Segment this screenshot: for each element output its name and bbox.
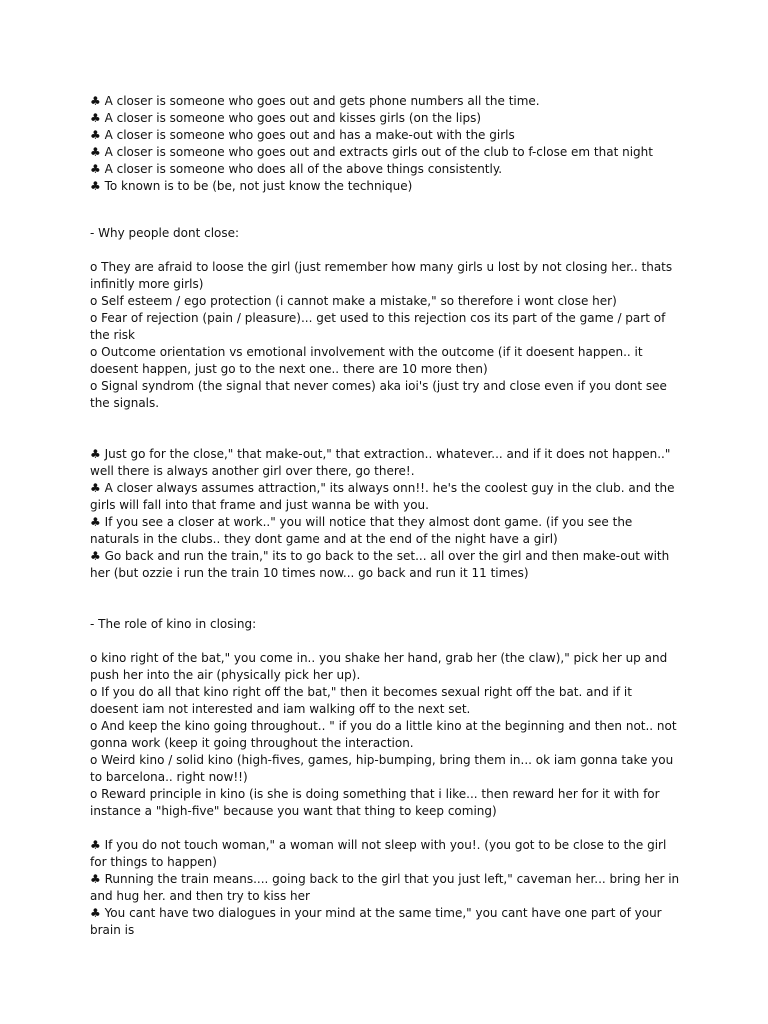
list-item: ♣ You cant have two dialogues in your mind at the same time," you cant have one part of your brain is [90,906,662,937]
list-item: o Outcome orientation vs emotional involvement with the outcome (if it doesent happen.. it doesent happen, just go to the next one.. there are 10 more then) [90,345,643,376]
final-tips [90,837,680,939]
list-item: o They are afraid to loose the girl (just remember how many girls u lost by not closing her.. thats infinitly more girls) [90,260,673,291]
list-item: o Self esteem / ego protection (i cannot make a mistake," so therefore i wont close her) [90,294,617,308]
section-heading-why: - Why people dont close: [90,226,240,240]
list-item: ♣ A closer is someone who goes out and has a make-out with the girls [90,128,515,142]
list-item: o Signal syndrom (the signal that never comes) aka ioi's (just try and close even if you dont see the signals. [90,379,667,410]
list-item: ♣ A closer is someone who goes out and extracts girls out of the club to f-close em that night [90,145,653,159]
list-item: o If you do all that kino right off the bat," then it becomes sexual right off the bat. and if it doesent iam not interested and iam walking off to the next set. [90,685,632,716]
list-item: o Reward principle in kino (is she is doing something that i like... then reward her for it with for instance a "high-five" because you want that thing to keep coming) [90,787,660,818]
document-page [90,93,680,939]
list-item: ♣ Just go for the close," that make-out," that extraction.. whatever... and if it does not happen.." well there is always another girl over there, go there!. [90,447,671,478]
list-item: ♣ A closer always assumes attraction," its always onn!!. he's the coolest guy in the club. and the girls will fall into that frame and just wanna be with you. [90,481,675,512]
list-item: o Weird kino / solid kino (high-fives, games, hip-bumping, bring them in... ok iam gonna take you to barcelona.. right now!!) [90,753,674,784]
reasons-list [90,259,680,412]
list-item: ♣ A closer is someone who does all of the above things consistently. [90,162,503,176]
list-item: ♣ A closer is someone who goes out and kisses girls (on the lips) [90,111,481,125]
list-item: ♣ Go back and run the train," its to go back to the set... all over the girl and then make-out with her (but ozzie i run the train 10 times now... go back and run it 11 times) [90,549,670,580]
list-item: o And keep the kino going throughout.. " if you do a little kino at the beginning and then not.. not gonna work (keep it going throughout the interaction. [90,719,677,750]
list-item: ♣ If you do not touch woman," a woman will not sleep with you!. (you got to be close to the girl for things to happen) [90,838,667,869]
list-item: ♣ To known is to be (be, not just know the technique) [90,179,413,193]
kino-list [90,650,680,820]
closing-tips [90,446,680,582]
closer-definitions [90,93,680,195]
list-item: ♣ If you see a closer at work.." you will notice that they almost dont game. (if you see the naturals in the clubs.. they dont game and at the end of the night have a girl) [90,515,633,546]
list-item: o Fear of rejection (pain / pleasure)... get used to this rejection cos its part of the game / part of the risk [90,311,666,342]
section-heading-kino: - The role of kino in closing: [90,617,257,631]
list-item: o kino right of the bat," you come in.. you shake her hand, grab her (the claw)," pick her up and push her into the air (physically pick her up). [90,651,668,682]
list-item: ♣ A closer is someone who goes out and gets phone numbers all the time. [90,94,540,108]
list-item: ♣ Running the train means.... going back to the girl that you just left," caveman her... bring her in and hug her. and then try to kiss her [90,872,680,903]
